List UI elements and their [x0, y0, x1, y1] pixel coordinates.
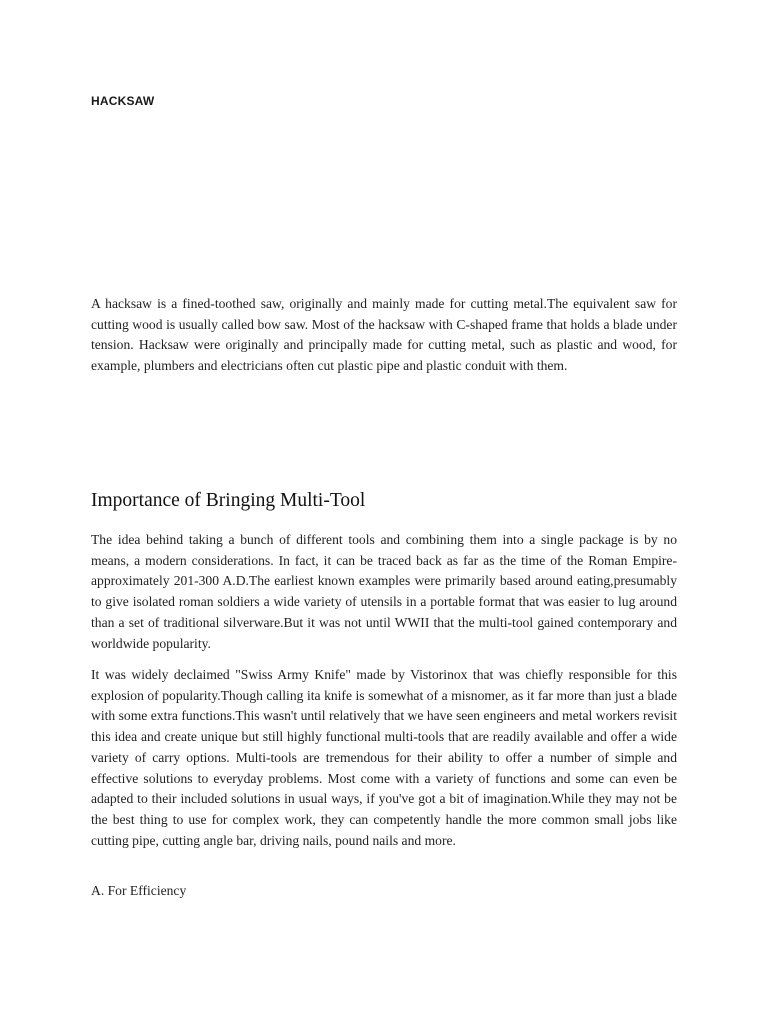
subheading-for-efficiency: A. For Efficiency: [91, 883, 187, 898]
paragraph-history: The idea behind taking a bunch of different tools and combining them into a single package is by no means, a modern considerations. In fact, it can be traced back as far as the time of the Roman Empire- approximately 201-300 A.D.The earliest known examples were primarily based around eating,presumably to give isolated roman soldiers a wide variety of utensils in a portable format that was easier to lug around than a set of traditional silverware.But it was not until WWII that the multi-tool gained contemporary and worldwide popularity.: [91, 532, 677, 651]
paragraph-swiss-army-knife: It was widely declaimed "Swiss Army Knife" made by Vistorinox that was chiefly responsible for this explosion of popularity.Though calling ita knife is somewhat of a misnomer, as it far more than just a blade with some extra functions.This wasn't until relatively that we have seen engineers and metal workers revisit this idea and create unique but still highly functional multi-tools that are readily available and offer a wide variety of carry options. Multi-tools are tremendous for their ability to offer a number of simple and effective solutions to everyday problems. Most come with a variety of functions and some can even be adapted to their included solutions in usual ways, if you've got a bit of imagination.While they may not be the best thing to use for complex work, they can competently handle the more common small jobs like cutting pipe, cutting angle bar, driving nails, pound nails and more.: [91, 667, 677, 848]
hacksaw-heading: HACKSAW: [91, 94, 155, 108]
section-title: Importance of Bringing Multi-Tool: [91, 490, 366, 511]
hacksaw-paragraph: A hacksaw is a fined-toothed saw, originally and mainly made for cutting metal.The equivalent saw for cutting wood is usually called bow saw. Most of the hacksaw with C-shaped frame that holds a blade under tension. Hacksaw were originally and principally made for cutting metal, such as plastic and wood, for example, plumbers and electricians often cut plastic pipe and plastic conduit with them.: [91, 296, 677, 374]
